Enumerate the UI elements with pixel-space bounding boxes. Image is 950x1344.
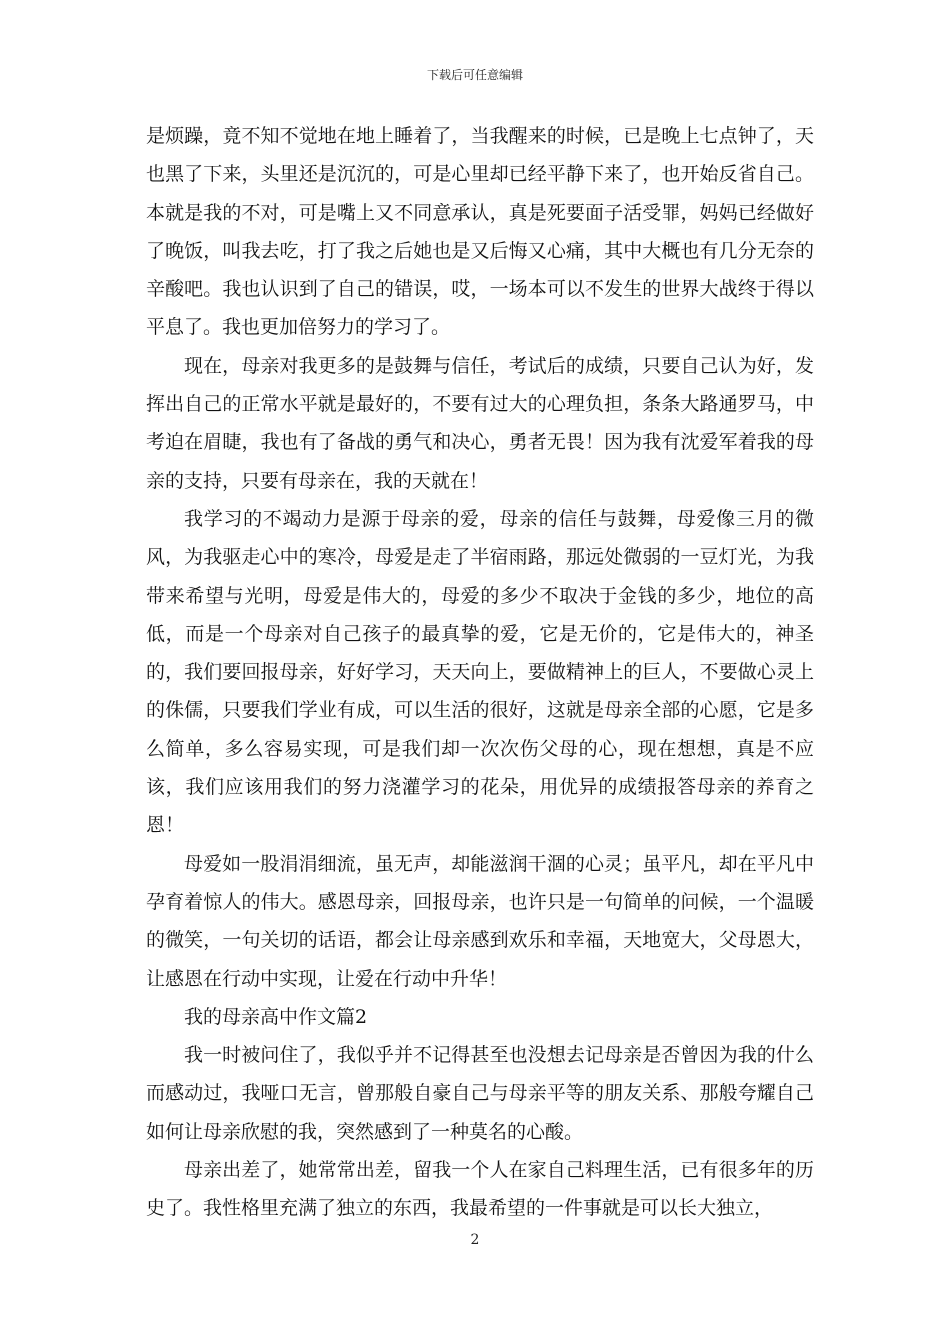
page-number: 2 [470, 1232, 480, 1248]
page-header: 下载后可任意编辑 [426, 68, 523, 82]
paragraph-1: 是烦躁，竟不知不觉地在地上睡着了，当我醒来的时候，已是晚上七点钟了，天也黑了下来，头里还是沉沉的，可是心里却已经平静下来了，也开始反省自己。本就是我的不对，可是嘴上又不同意承认，真是死要面子活受罪，妈妈已经做好了晚饭，叫我去吃，打了我之后她也是又后悔又心痛，其中大概也有几分无奈的辛酸吧。我也认识到了自己的错误，哎，一场本可以不发生的世界大战终于得以平息了。我也更加倍努力的学习了。 [146, 125, 814, 339]
paragraph-5: 我一时被问住了，我似乎并不记得甚至也没想去记母亲是否曾因为我的什么而感动过，我哑口无言，曾那般自豪自己与母亲平等的朋友关系、那般夸耀自己如何让母亲欣慰的我，突然感到了一种莫名的心酸。 [146, 1044, 814, 1143]
paragraph-6: 母亲出差了，她常常出差，留我一个人在家自己料理生活，已有很多年的历史了。我性格里充满了独立的东西，我最希望的一件事就是可以长大独立， [146, 1159, 814, 1220]
paragraph-4: 母爱如一股涓涓细流，虽无声，却能滋润干涸的心灵；虽平凡，却在平凡中孕育着惊人的伟大。感恩母亲，回报母亲，也许只是一句简单的问候，一个温暖的微笑，一句关切的话语，都会让母亲感到欢乐和幸福，天地宽大，父母恩大，让感恩在行动中实现，让爱在行动中升华！ [146, 852, 814, 990]
paragraph-2: 现在，母亲对我更多的是鼓舞与信任，考试后的成绩，只要自己认为好，发挥出自己的正常水平就是最好的，不要有过大的心理负担，条条大路通罗马，中考迫在眉睫，我也有了备战的勇气和决心，勇者无畏！因为我有沈爱军着我的母亲的支持，只要有母亲在，我的天就在！ [146, 354, 814, 492]
document-body [146, 117, 814, 1228]
section-title: 我的母亲高中作文篇2 [184, 1005, 368, 1028]
paragraph-3: 我学习的不竭动力是源于母亲的爱，母亲的信任与鼓舞，母爱像三月的微风，为我驱走心中的寒冷，母爱是走了半宿雨路，那远处微弱的一豆灯光，为我带来希望与光明，母爱是伟大的，母爱的多少不取决于金钱的多少，地位的高低，而是一个母亲对自己孩子的最真挚的爱，它是无价的，它是伟大的，神圣的，我们要回报母亲，好好学习，天天向上，要做精神上的巨人，不要做心灵上的侏儒，只要我们学业有成，可以生活的很好，这就是母亲全部的心愿，它是多么简单，多么容易实现，可是我们却一次次伤父母的心，现在想想，真是不应该，我们应该用我们的努力浇灌学习的花朵，用优异的成绩报答母亲的养育之恩！ [146, 507, 814, 837]
